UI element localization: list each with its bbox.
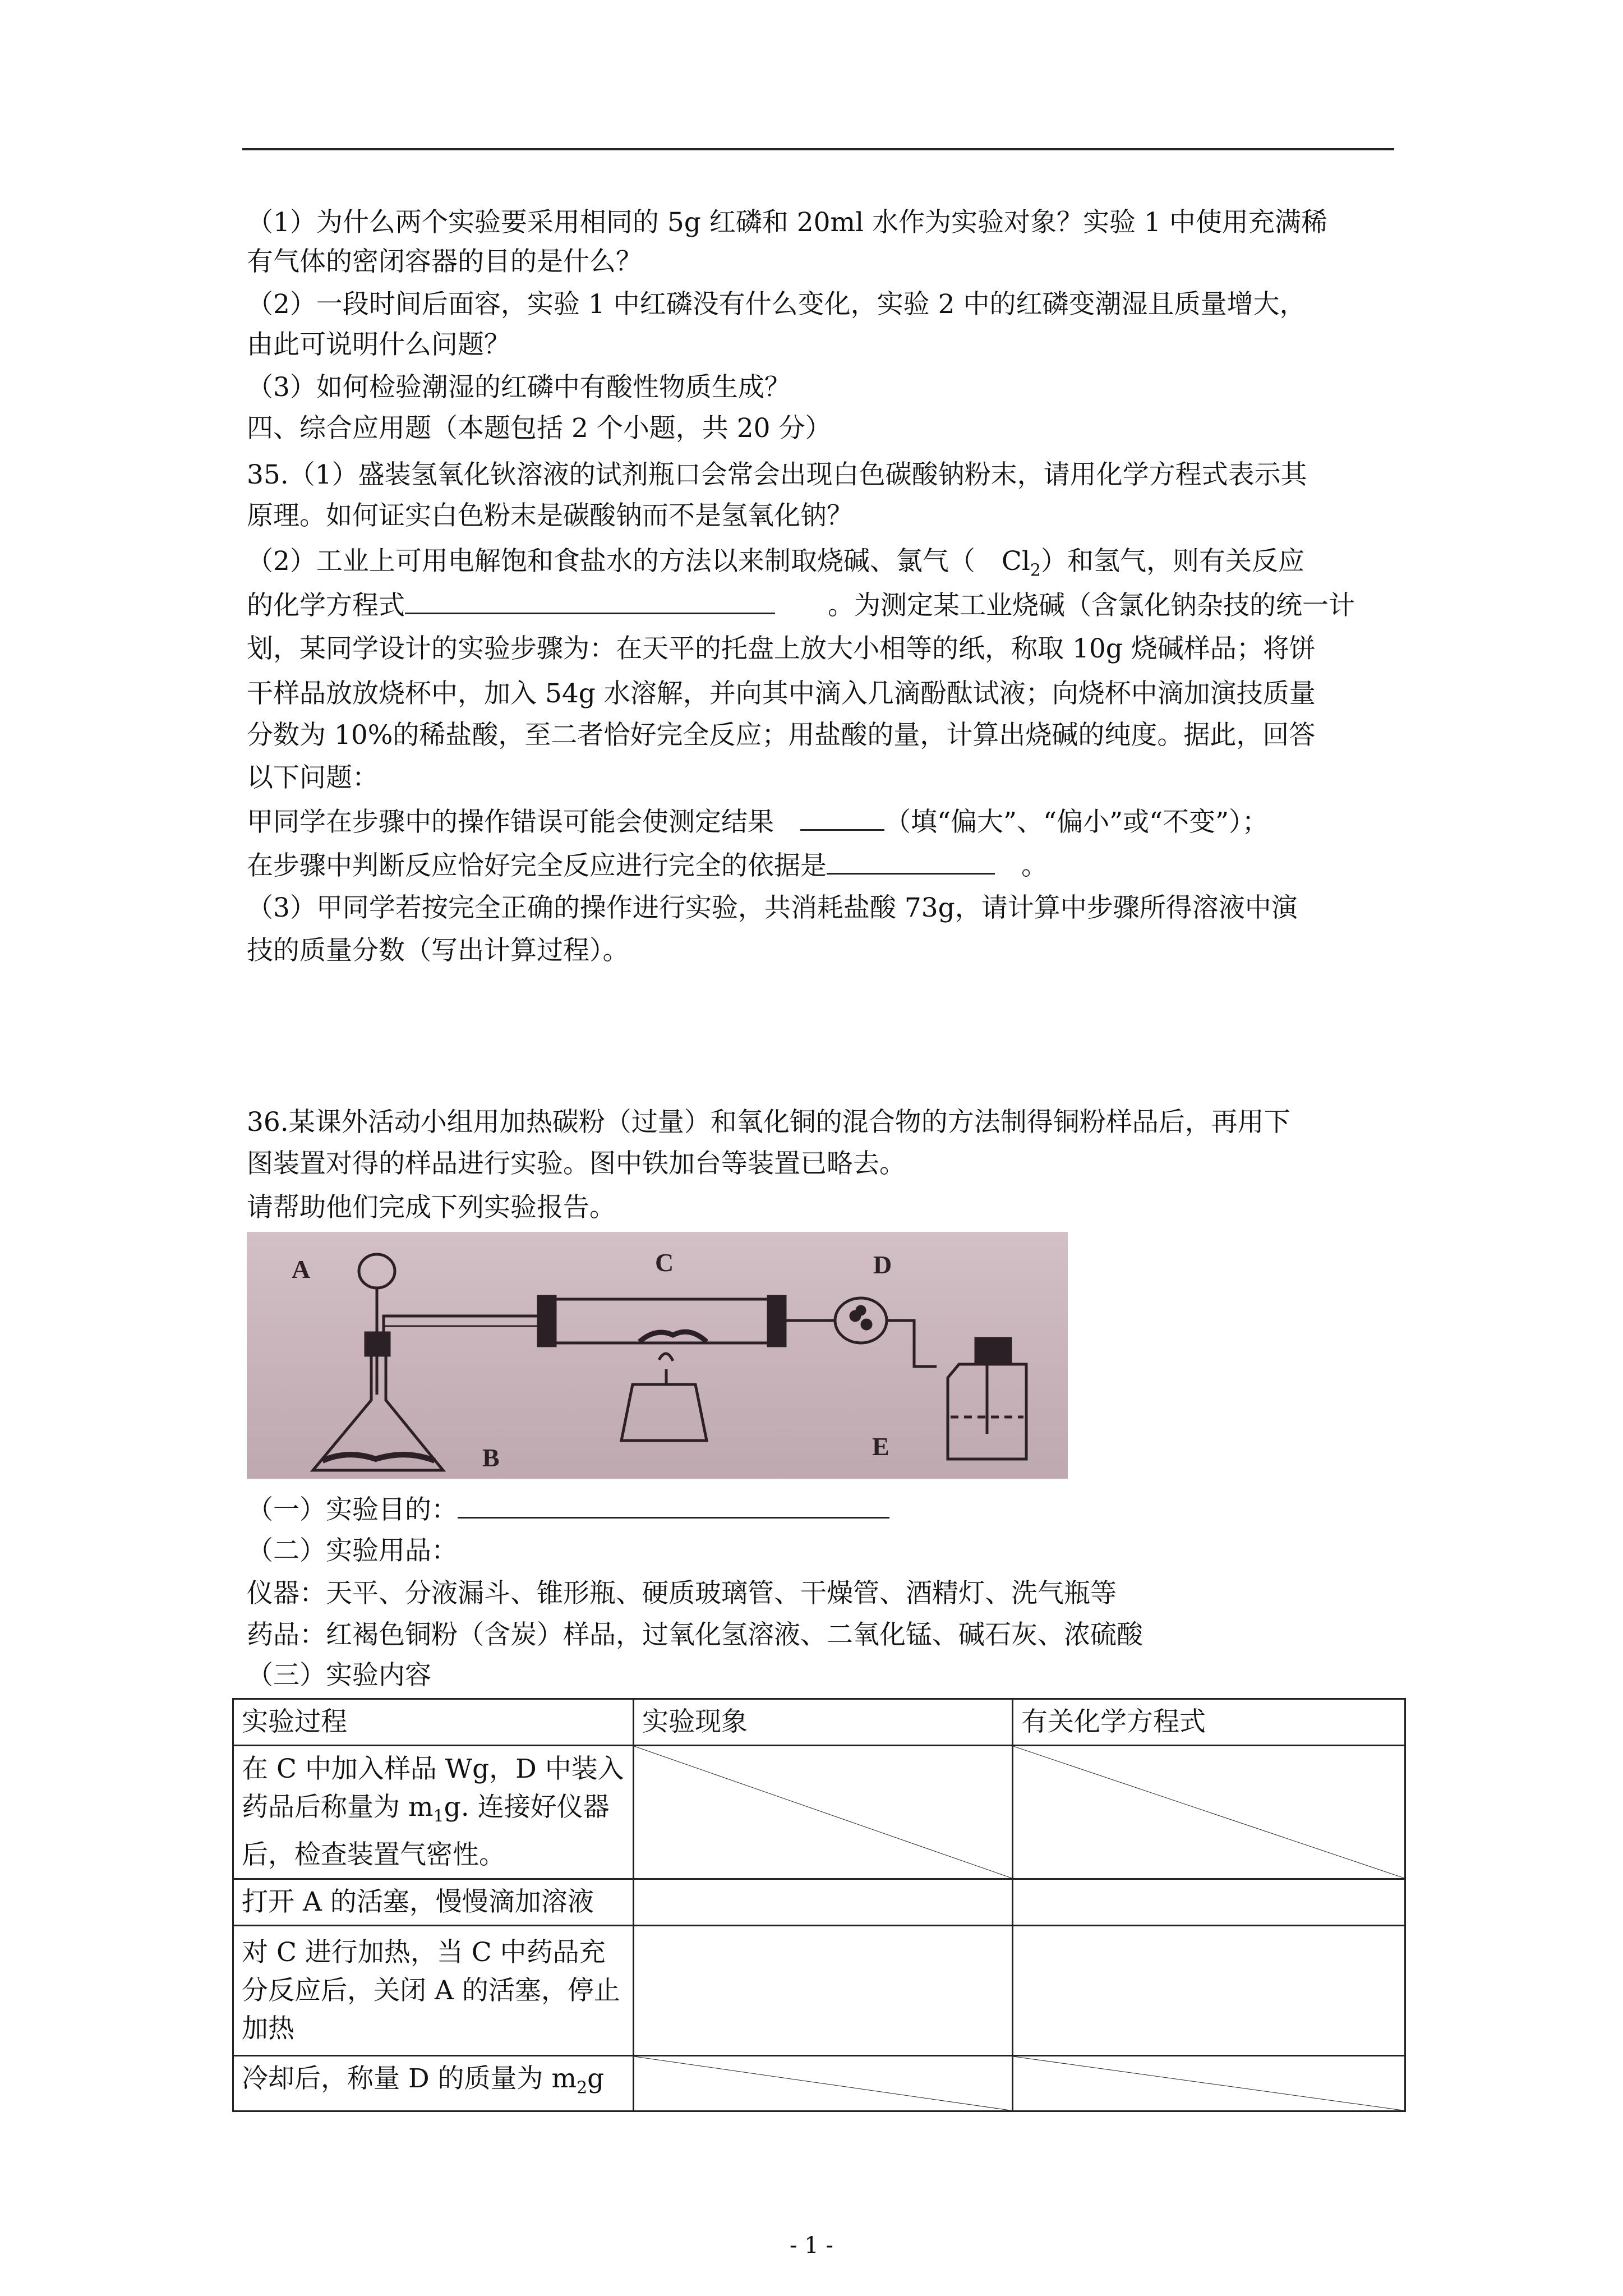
q35-line: 划，某同学设计的实验步骤为：在天平的托盘上放大小相等的纸，称取 10g 烧碱样品；将饼 <box>247 633 1316 664</box>
lamp-flame <box>659 1354 673 1361</box>
equation-cell <box>1013 2056 1405 2111</box>
q35-line: 甲同学在步骤中的操作错误可能会使测定结果 （填“偏大”、“偏小”或“不变”）； <box>247 802 1269 842</box>
process-cell: 对 C 进行加热，当 C 中药品充分反应后，关闭 A 的活塞，停止加热 <box>233 1926 634 2056</box>
q34-line: 由此可说明什么问题？ <box>247 329 510 360</box>
answer-blank[interactable] <box>800 802 884 831</box>
answer-blank[interactable] <box>827 846 995 875</box>
content-label: （三）实验内容 <box>247 1660 431 1691</box>
observation-cell[interactable] <box>634 1926 1013 2056</box>
table-header-row <box>233 1699 1405 1746</box>
cell-slash <box>1013 2056 1404 2110</box>
drying-granule <box>862 1320 871 1329</box>
q35-line: 技的质量分数（写出计算过程）。 <box>247 935 629 966</box>
equation-cell <box>1013 1746 1405 1879</box>
drying-granule <box>857 1306 865 1314</box>
q36-line: 36.某课外活动小组用加热碳粉（过量）和氧化铜的混合物的方法制得铜粉样品后，再用下 <box>247 1107 1290 1138</box>
apparatus-drawing <box>247 1232 1068 1479</box>
tube-c-stopper-left <box>538 1296 555 1346</box>
supplies-label: （二）实验用品： <box>247 1535 458 1566</box>
label-e: E <box>872 1432 889 1461</box>
observation-cell[interactable] <box>634 1879 1013 1926</box>
table-header: 有关化学方程式 <box>1013 1699 1405 1746</box>
header-rule <box>242 148 1394 150</box>
q35-line: （2）工业上可用电解饱和食盐水的方法以来制取烧碱、氯气（ $Cl_2$）和氢气，则有关反应 <box>247 546 1304 581</box>
table-header: 实验过程 <box>233 1699 634 1746</box>
process-cell: 在 C 中加入样品 Wg，D 中装入药品后称量为 $m_1g$. 连接好仪器后，检查装置气密性。 <box>233 1746 634 1879</box>
process-cell: 冷却后，称量 D 的质量为 $m_2g$ <box>233 2056 634 2111</box>
tube-c-stopper-right <box>768 1296 785 1346</box>
q35-line: 的化学方程式 。为测定某工业烧碱（含氯化钠杂技的统一计 <box>247 586 1355 625</box>
q34-line: （2）一段时间后面容，实验 1 中红磷没有什么变化，实验 2 中的红磷变潮湿且质量增大， <box>247 289 1306 320</box>
purpose-blank[interactable] <box>458 1490 889 1519</box>
flask-stopper <box>366 1333 389 1355</box>
alcohol-lamp <box>621 1369 707 1441</box>
q35-line: （3）甲同学若按完全正确的操作进行实验，共消耗盐酸 73g，请计算中步骤所得溶液中演 <box>247 892 1298 923</box>
observation-cell <box>634 2056 1013 2111</box>
table-row <box>233 1926 1405 2056</box>
connector-de <box>887 1320 937 1366</box>
table-row <box>233 1746 1405 1879</box>
q35-line: 干样品放放烧杯中，加入 54g 水溶解，并向其中滴入几滴酚酞试液；向烧杯中滴加演技质量 <box>247 678 1316 709</box>
section-title: 四、综合应用题（本题包括 2 个小题，共 20 分） <box>247 413 832 444</box>
reagents-line: 药品：红褐色铜粉（含炭）样品，过氧化氢溶液、二氧化锰、碱石灰、浓硫酸 <box>247 1619 1143 1650</box>
table-header: 实验现象 <box>634 1699 1013 1746</box>
purpose-line: （一）实验目的： <box>247 1490 889 1530</box>
q36-line: 请帮助他们完成下列实验报告。 <box>247 1192 616 1223</box>
table-row <box>233 1879 1405 1926</box>
process-cell: 打开 A 的活塞，慢慢滴加溶液 <box>233 1879 634 1926</box>
glass-tube-c <box>538 1299 785 1343</box>
experiment-table <box>232 1698 1406 2112</box>
label-b: B <box>482 1443 500 1472</box>
label-c: C <box>655 1248 674 1277</box>
q36-line: 图装置对得的样品进行实验。图中铁加台等装置已略去。 <box>247 1148 906 1179</box>
tube-c-sample <box>639 1332 707 1342</box>
delivery-tube-1-inner <box>384 1326 538 1334</box>
cell-slash <box>634 2056 1012 2110</box>
answer-blank[interactable] <box>405 586 775 614</box>
q34-line: （1）为什么两个实验要采用相同的 5g 红磷和 20ml 水作为实验对象？实验 1 中使用充满稀 <box>247 207 1327 238</box>
equation-cell[interactable] <box>1013 1879 1405 1926</box>
q34-line: 有气体的密闭容器的目的是什么？ <box>247 246 642 277</box>
cell-slash <box>1013 1746 1404 1878</box>
q35-line: 在步骤中判断反应恰好完全反应进行完全的依据是 。 <box>247 846 1048 886</box>
q34-line: （3）如何检验潮湿的红磷中有酸性物质生成？ <box>247 372 791 403</box>
cell-slash <box>634 1746 1012 1878</box>
funnel-bulb <box>359 1254 395 1288</box>
bottle-stopper <box>976 1338 1011 1364</box>
delivery-tube-1 <box>384 1316 538 1344</box>
label-d: D <box>873 1250 892 1279</box>
instruments-line: 仪器：天平、分液漏斗、锥形瓶、硬质玻璃管、干燥管、酒精灯、洗气瓶等 <box>247 1578 1117 1609</box>
q35-line: 分数为 10%的稀盐酸，至二者恰好完全反应；用盐酸的量，计算出烧碱的纯度。据此，回答 <box>247 720 1316 751</box>
q35-line: 原理。如何证实白色粉末是碳酸钠而不是氢氧化钠？ <box>247 500 853 531</box>
table-row <box>233 2056 1405 2111</box>
equation-cell[interactable] <box>1013 1926 1405 2056</box>
apparatus-figure <box>247 1232 1068 1479</box>
q35-line: 以下问题： <box>247 762 379 793</box>
drying-tube-d <box>835 1298 887 1343</box>
q35-line: 35.（1）盛装氢氧化钬溶液的试剂瓶口会常会出现白色碳酸钠粉末，请用化学方程式表示其 <box>247 459 1307 490</box>
observation-cell <box>634 1746 1013 1879</box>
flask-solid <box>322 1455 435 1461</box>
page-number: - 1 - <box>790 2233 833 2258</box>
label-a: A <box>292 1255 311 1283</box>
